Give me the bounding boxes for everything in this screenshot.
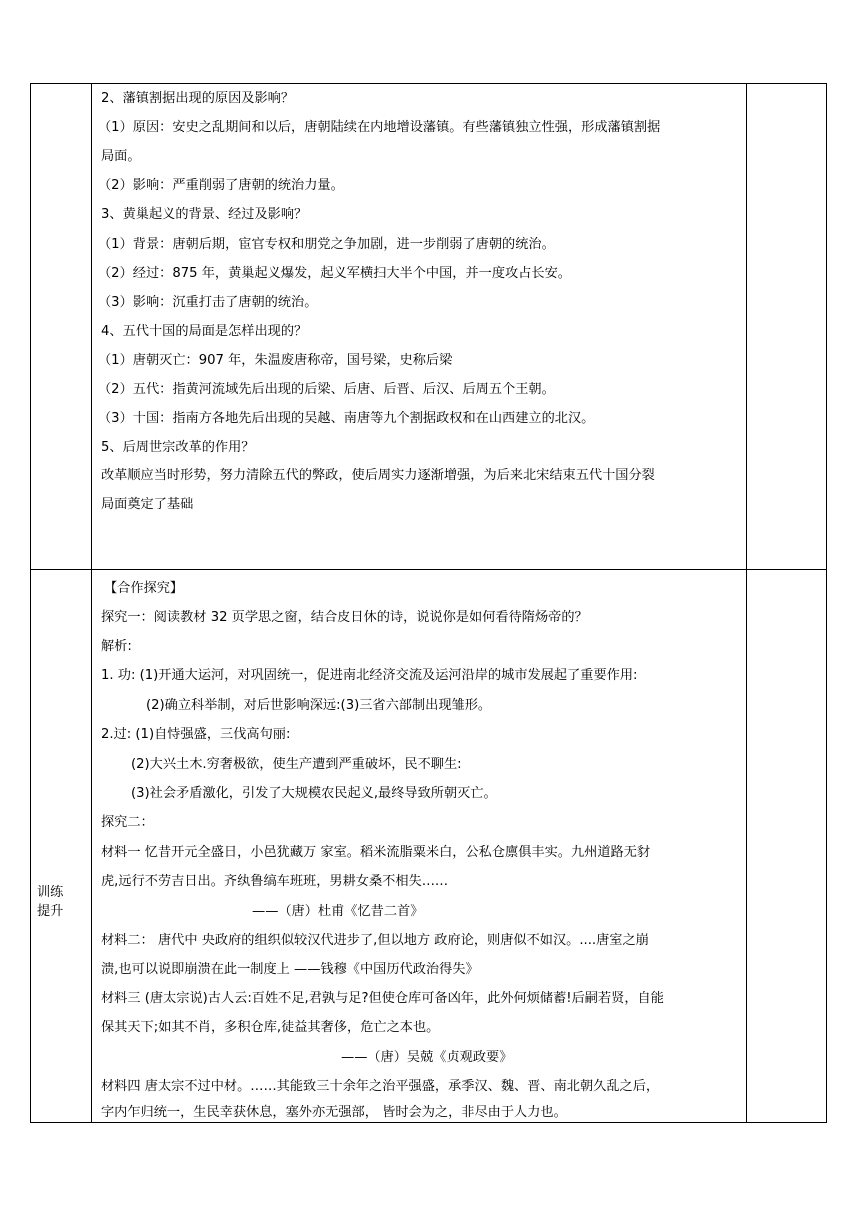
text-line: （1）背景：唐朝后期，宦官专权和朋党之争加剧，进一步削弱了唐朝的统治。 <box>98 237 555 252</box>
table-bottom-border <box>30 1122 827 1123</box>
text-line: （3）影响：沉重打击了唐朝的统治。 <box>98 295 318 310</box>
material-2: 材料二： 唐代中 央政府的组织似较汉代进步了,但以地方 政府论，则唐似不如汉。....唐室之崩 <box>101 933 649 948</box>
text-line: 2.过: (1)自恃强盛，三伐高句丽: <box>101 727 291 742</box>
text-line: 字内乍归统一，生民幸获休息，塞外亦无强部， 皆时会为之，非尽由于人力也。 <box>101 1105 567 1120</box>
material-1: 材料一 忆昔开元全盛日，小邑犹藏万 家室。稻米流脂粟米白，公私仓廪俱丰实。九州道路无豺 <box>101 845 651 860</box>
text-line: 局面。 <box>101 149 141 164</box>
text-line: （2）影响：严重削弱了唐朝的统治力量。 <box>98 178 344 193</box>
text-line: 局面奠定了基础 <box>101 497 194 512</box>
row-divider <box>30 569 827 570</box>
text-line: 解析: <box>101 639 132 654</box>
text-line: （1）唐朝灭亡：907 年，朱温废唐称帝，国号梁，史称后梁 <box>98 353 453 368</box>
question-2-heading: 2、藩镇割据出现的原因及影响？ <box>101 91 295 106</box>
inquiry-2: 探究二： <box>101 815 154 830</box>
question-4-heading: 4、五代十国的局面是怎样出现的？ <box>101 324 308 339</box>
side-label-line2: 提升 <box>37 904 64 919</box>
text-line: 保其天下;如其不肖，多积仓库,徒益其奢侈，危亡之本也。 <box>101 1020 440 1035</box>
text-line: （1）原因：安史之乱期间和以后，唐朝陆续在内地增设藩镇。有些藩镇独立性强，形成藩镇割据 <box>98 120 661 135</box>
col-divider-1 <box>91 83 92 1123</box>
left-border <box>30 83 31 1123</box>
text-line: （3）十国：指南方各地先后出现的吴越、南唐等九个割据政权和在山西建立的北汉。 <box>98 411 595 426</box>
text-line: （2）五代：指黄河流域先后出现的后梁、后唐、后晋、后汉、后周五个王朝。 <box>98 382 555 397</box>
text-line: （2）经过：875 年，黄巢起义爆发，起义军横扫大半个中国，并一度攻占长安。 <box>98 266 571 281</box>
text-line: (3)社会矛盾激化，引发了大规模农民起义,最终导致所朝灭亡。 <box>131 786 497 801</box>
text-line: 虎,远行不劳吉日出。齐纨鲁缟车班班，男耕女桑不相失…… <box>101 874 449 889</box>
right-border <box>826 83 827 1123</box>
inquiry-1: 探究一：阅读教材 32 页学思之窗，结合皮日休的诗，说说你是如何看待隋炀帝的？ <box>101 610 588 625</box>
col-divider-2 <box>746 83 747 1123</box>
text-line: 溃,也可以说即崩溃在此一制度上 ——钱穆《中国历代政治得失》 <box>101 962 479 977</box>
section-heading: 【合作探究】 <box>104 581 184 596</box>
citation: ——（唐）杜甫《忆昔二首》 <box>252 904 424 919</box>
table-top-border <box>30 83 827 84</box>
side-label-line1: 训练 <box>37 885 64 900</box>
question-5-heading: 5、后周世宗改革的作用？ <box>101 440 255 455</box>
material-3: 材料三 (唐太宗说)古人云:百姓不足,君孰与足?但使仓库可备凶年，此外何烦储蓄!后嗣若贤，自能 <box>101 991 664 1006</box>
question-3-heading: 3、黄巢起义的背景、经过及影响？ <box>101 207 308 222</box>
material-4: 材料四 唐太宗不过中材。……其能致三十余年之治平强盛，承季汉、魏、晋、南北朝久乱之后， <box>101 1079 660 1094</box>
text-line: (2)大兴土木.穷奢极欲，使生产遭到严重破坏，民不聊生: <box>131 757 462 772</box>
text-line: 改革顺应当时形势，努力清除五代的弊政，使后周实力逐渐增强，为后来北宋结束五代十国分裂 <box>101 468 655 483</box>
text-line: (2)确立科举制，对后世影响深远:(3)三省六部制出现雏形。 <box>146 698 492 713</box>
text-line: 1. 功: (1)开通大运河，对巩固统一，促进南北经济交流及运河沿岸的城市发展起了重要作用: <box>101 668 638 683</box>
citation: ——（唐）吴兢《贞观政要》 <box>341 1050 513 1065</box>
